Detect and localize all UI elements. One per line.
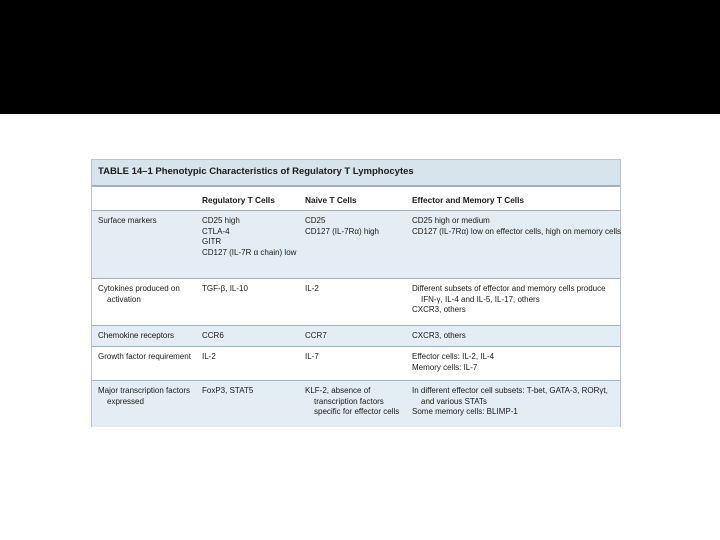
row-label: Cytokines produced on activation [98, 284, 180, 304]
table-row-cytokines [92, 279, 620, 326]
row-label: Major transcription factors expressed [98, 386, 191, 406]
table-row-surface-markers [92, 211, 620, 279]
header-naive: Naive T Cells [305, 195, 357, 205]
regulatory-cell: CD25 high CTLA-4 GITR CD127 (IL-7R α chain) low [202, 216, 297, 257]
naive-cell: IL-7 [305, 352, 319, 361]
effector-cell: Effector cells: IL-2, IL-4 Memory cells: IL-7 [412, 352, 495, 372]
row-label: Growth factor requirement [98, 352, 191, 361]
table-title: TABLE 14–1 Phenotypic Characteristics of Regulatory T Lymphocytes [92, 160, 620, 187]
naive-cell: CD25 CD127 (IL-7Rα) high [305, 216, 379, 236]
data-table [91, 159, 621, 427]
effector-cell: Different subsets of effector and memory cells produce IFN-γ, IL-4 and IL-5, IL-17, others CXCR3, others [412, 284, 606, 315]
table-row-chemokine-receptors [92, 326, 620, 347]
table-row-transcription-factors [92, 381, 620, 427]
naive-cell: CCR7 [305, 331, 327, 340]
regulatory-cell: TGF-β, IL-10 [202, 284, 248, 293]
effector-cell: CXCR3, others [412, 331, 466, 340]
row-label: Surface markers [98, 216, 157, 225]
table-row-growth-factor [92, 347, 620, 381]
naive-cell: KLF-2, absence of transcription factors specific for effector cells [305, 386, 400, 417]
top-black-band [0, 0, 720, 114]
table-header-row [92, 187, 620, 211]
naive-cell: IL-2 [305, 284, 319, 293]
regulatory-cell: CCR6 [202, 331, 224, 340]
effector-cell: CD25 high or medium CD127 (IL-7Rα) low on effector cells, high on memory cells [412, 216, 622, 236]
regulatory-cell: IL-2 [202, 352, 216, 361]
row-label: Chemokine receptors [98, 331, 175, 340]
header-effector-memory: Effector and Memory T Cells [412, 195, 525, 205]
header-regulatory: Regulatory T Cells [202, 195, 275, 205]
regulatory-cell: FoxP3, STAT5 [202, 386, 254, 395]
effector-cell: In different effector cell subsets: T-bet, GATA-3, RORγt, and various STATs Some memory cells: BLIMP-1 [412, 386, 608, 417]
